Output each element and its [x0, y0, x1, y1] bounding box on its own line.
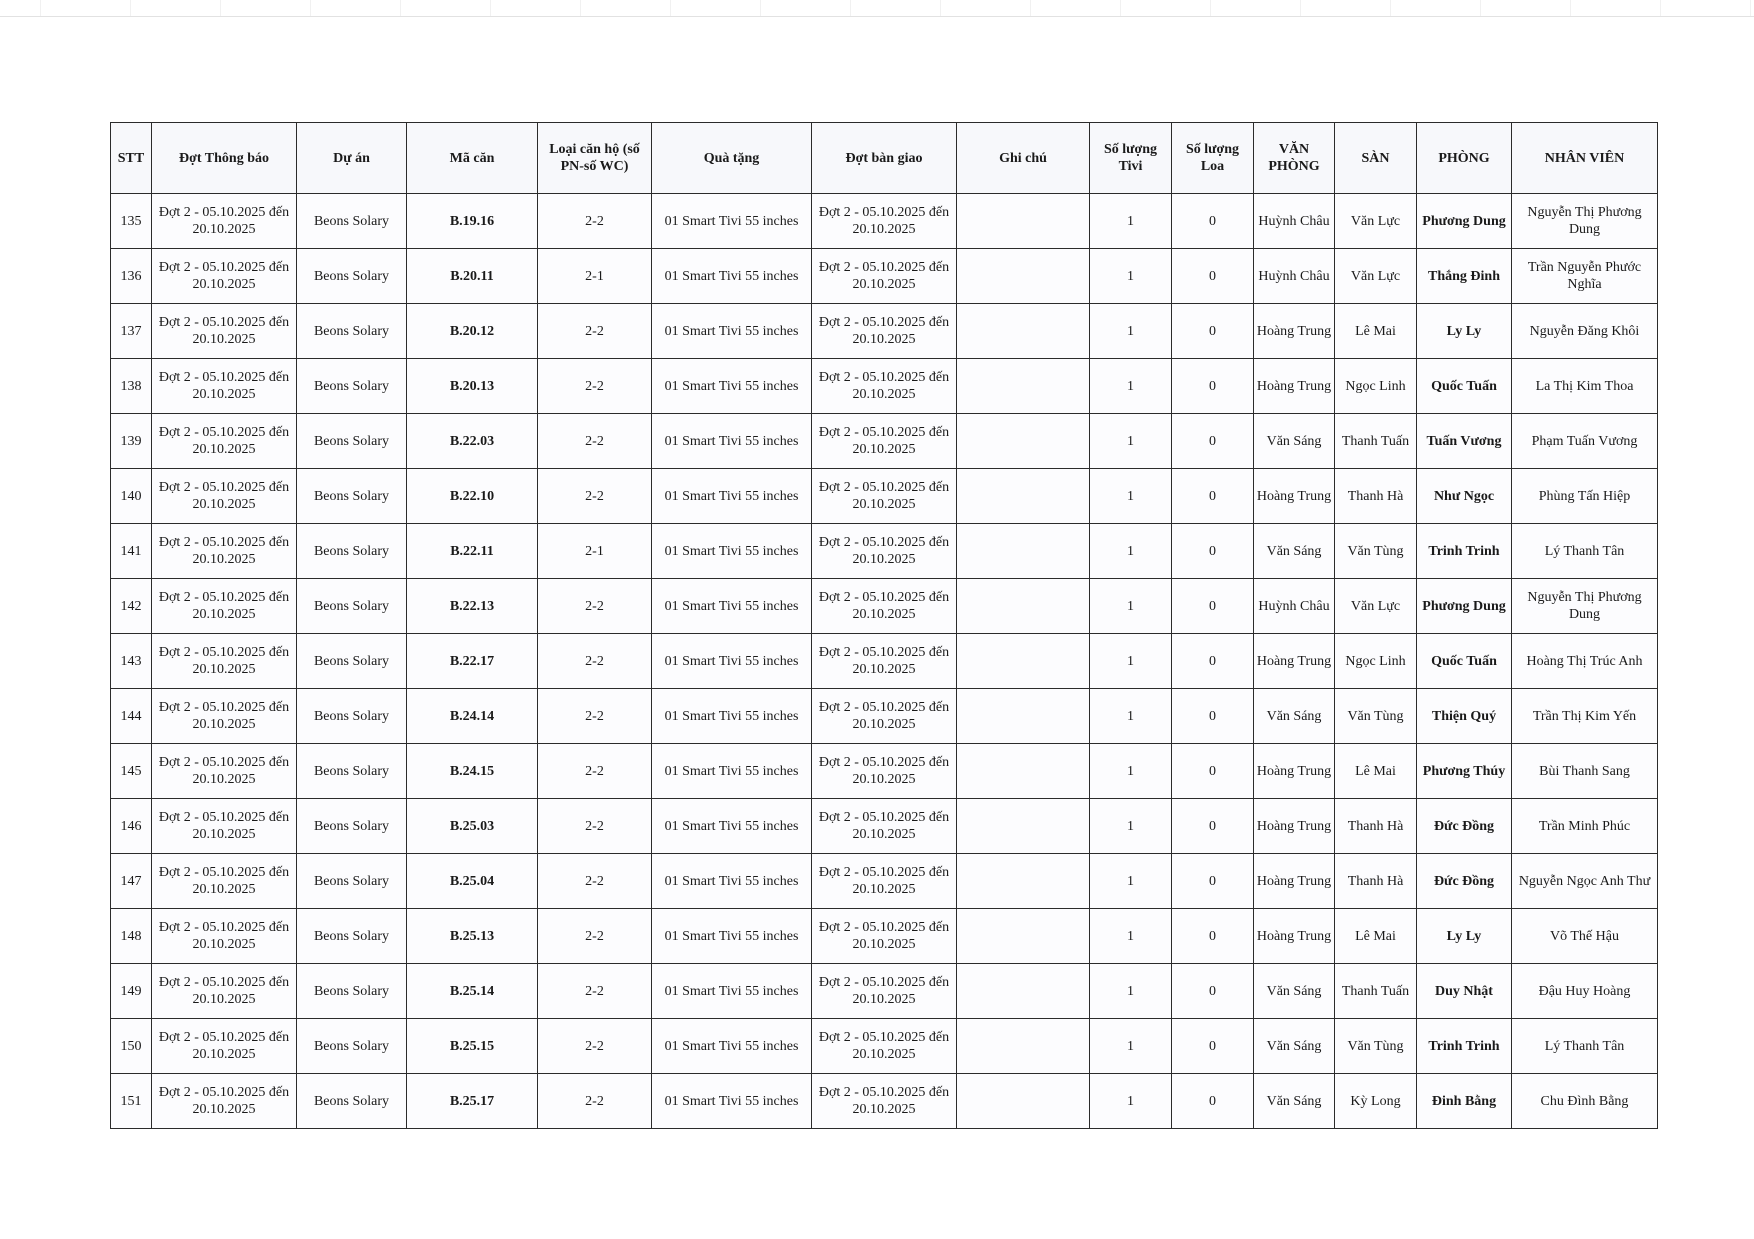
cell-so-luong-loa: 0	[1172, 964, 1254, 1019]
cell-phong: Tuấn Vương	[1417, 414, 1512, 469]
cell-san: Văn Tùng	[1335, 689, 1417, 744]
cell-ghi-chu	[957, 689, 1090, 744]
cell-loai-can-ho: 2-2	[538, 469, 652, 524]
header-ma-can: Mã căn	[407, 123, 538, 194]
cell-so-luong-loa: 0	[1172, 909, 1254, 964]
cell-ma-can: B.20.12	[407, 304, 538, 359]
cell-qua-tang: 01 Smart Tivi 55 inches	[652, 1074, 812, 1129]
cell-san: Lê Mai	[1335, 744, 1417, 799]
cell-so-luong-tivi: 1	[1090, 964, 1172, 1019]
cell-qua-tang: 01 Smart Tivi 55 inches	[652, 579, 812, 634]
cell-van-phong: Văn Sáng	[1254, 1019, 1335, 1074]
cell-so-luong-tivi: 1	[1090, 249, 1172, 304]
header-dot-thong-bao: Đợt Thông báo	[152, 123, 297, 194]
cell-so-luong-tivi: 1	[1090, 689, 1172, 744]
cell-stt: 149	[111, 964, 152, 1019]
cell-so-luong-tivi: 1	[1090, 524, 1172, 579]
cell-du-an: Beons Solary	[297, 689, 407, 744]
cell-van-phong: Hoàng Trung	[1254, 634, 1335, 689]
cell-phong: Đức Đồng	[1417, 799, 1512, 854]
cell-du-an: Beons Solary	[297, 1019, 407, 1074]
cell-so-luong-tivi: 1	[1090, 909, 1172, 964]
cell-loai-can-ho: 2-1	[538, 249, 652, 304]
cell-ghi-chu	[957, 964, 1090, 1019]
cell-ghi-chu	[957, 799, 1090, 854]
cell-so-luong-loa: 0	[1172, 249, 1254, 304]
cell-nhan-vien: Nguyễn Ngọc Anh Thư	[1512, 854, 1658, 909]
cell-dot-ban-giao: Đợt 2 - 05.10.2025 đến 20.10.2025	[812, 689, 957, 744]
cell-so-luong-loa: 0	[1172, 524, 1254, 579]
table-row	[111, 579, 1658, 634]
cell-so-luong-loa: 0	[1172, 799, 1254, 854]
cell-dot-thong-bao: Đợt 2 - 05.10.2025 đến 20.10.2025	[152, 854, 297, 909]
cell-loai-can-ho: 2-2	[538, 634, 652, 689]
cell-phong: Đinh Bằng	[1417, 1074, 1512, 1129]
header-stt: STT	[111, 123, 152, 194]
cell-nhan-vien: Nguyễn Thị Phương Dung	[1512, 579, 1658, 634]
cell-van-phong: Văn Sáng	[1254, 964, 1335, 1019]
table-row	[111, 249, 1658, 304]
cell-dot-thong-bao: Đợt 2 - 05.10.2025 đến 20.10.2025	[152, 634, 297, 689]
cell-qua-tang: 01 Smart Tivi 55 inches	[652, 194, 812, 249]
cell-dot-thong-bao: Đợt 2 - 05.10.2025 đến 20.10.2025	[152, 1019, 297, 1074]
cell-van-phong: Huỳnh Châu	[1254, 194, 1335, 249]
cell-stt: 147	[111, 854, 152, 909]
cell-ma-can: B.24.15	[407, 744, 538, 799]
cell-qua-tang: 01 Smart Tivi 55 inches	[652, 1019, 812, 1074]
cell-so-luong-loa: 0	[1172, 579, 1254, 634]
cell-dot-ban-giao: Đợt 2 - 05.10.2025 đến 20.10.2025	[812, 579, 957, 634]
cell-dot-thong-bao: Đợt 2 - 05.10.2025 đến 20.10.2025	[152, 524, 297, 579]
cell-san: Lê Mai	[1335, 909, 1417, 964]
cell-dot-ban-giao: Đợt 2 - 05.10.2025 đến 20.10.2025	[812, 249, 957, 304]
table-body	[111, 194, 1658, 1129]
cell-san: Văn Tùng	[1335, 1019, 1417, 1074]
cell-dot-ban-giao: Đợt 2 - 05.10.2025 đến 20.10.2025	[812, 414, 957, 469]
cell-dot-thong-bao: Đợt 2 - 05.10.2025 đến 20.10.2025	[152, 414, 297, 469]
cell-dot-thong-bao: Đợt 2 - 05.10.2025 đến 20.10.2025	[152, 689, 297, 744]
cell-stt: 139	[111, 414, 152, 469]
cell-qua-tang: 01 Smart Tivi 55 inches	[652, 359, 812, 414]
cell-phong: Ly Ly	[1417, 304, 1512, 359]
cell-phong: Ly Ly	[1417, 909, 1512, 964]
cell-nhan-vien: Nguyễn Thị Phương Dung	[1512, 194, 1658, 249]
cell-nhan-vien: Phạm Tuấn Vương	[1512, 414, 1658, 469]
table-row	[111, 909, 1658, 964]
cell-van-phong: Hoàng Trung	[1254, 469, 1335, 524]
handover-gift-table	[110, 122, 1658, 1129]
cell-san: Văn Lực	[1335, 249, 1417, 304]
cell-ma-can: B.20.13	[407, 359, 538, 414]
table-row	[111, 194, 1658, 249]
cell-ma-can: B.25.13	[407, 909, 538, 964]
header-so-luong-tivi: Số lượng Tivi	[1090, 123, 1172, 194]
table-row	[111, 1074, 1658, 1129]
cell-dot-thong-bao: Đợt 2 - 05.10.2025 đến 20.10.2025	[152, 304, 297, 359]
cell-ghi-chu	[957, 249, 1090, 304]
table-row	[111, 359, 1658, 414]
cell-phong: Thắng Đinh	[1417, 249, 1512, 304]
cell-dot-thong-bao: Đợt 2 - 05.10.2025 đến 20.10.2025	[152, 579, 297, 634]
cell-ma-can: B.22.11	[407, 524, 538, 579]
cell-stt: 135	[111, 194, 152, 249]
cell-qua-tang: 01 Smart Tivi 55 inches	[652, 909, 812, 964]
cell-stt: 148	[111, 909, 152, 964]
cell-ma-can: B.25.04	[407, 854, 538, 909]
cell-ma-can: B.25.17	[407, 1074, 538, 1129]
cell-stt: 141	[111, 524, 152, 579]
cell-phong: Trinh Trinh	[1417, 524, 1512, 579]
cell-san: Thanh Hà	[1335, 469, 1417, 524]
cell-dot-ban-giao: Đợt 2 - 05.10.2025 đến 20.10.2025	[812, 634, 957, 689]
cell-so-luong-tivi: 1	[1090, 414, 1172, 469]
table-row	[111, 689, 1658, 744]
cell-van-phong: Hoàng Trung	[1254, 909, 1335, 964]
cell-so-luong-tivi: 1	[1090, 799, 1172, 854]
cell-ghi-chu	[957, 854, 1090, 909]
cell-dot-thong-bao: Đợt 2 - 05.10.2025 đến 20.10.2025	[152, 744, 297, 799]
cell-du-an: Beons Solary	[297, 1074, 407, 1129]
cell-ma-can: B.22.13	[407, 579, 538, 634]
cell-qua-tang: 01 Smart Tivi 55 inches	[652, 304, 812, 359]
cell-dot-ban-giao: Đợt 2 - 05.10.2025 đến 20.10.2025	[812, 304, 957, 359]
cell-phong: Phương Dung	[1417, 579, 1512, 634]
cell-dot-thong-bao: Đợt 2 - 05.10.2025 đến 20.10.2025	[152, 964, 297, 1019]
cell-so-luong-loa: 0	[1172, 634, 1254, 689]
cell-qua-tang: 01 Smart Tivi 55 inches	[652, 799, 812, 854]
cell-san: Ngọc Linh	[1335, 634, 1417, 689]
cell-phong: Duy Nhật	[1417, 964, 1512, 1019]
cell-san: Thanh Tuấn	[1335, 414, 1417, 469]
cell-qua-tang: 01 Smart Tivi 55 inches	[652, 634, 812, 689]
cell-san: Ngọc Linh	[1335, 359, 1417, 414]
cell-san: Thanh Hà	[1335, 854, 1417, 909]
cell-du-an: Beons Solary	[297, 964, 407, 1019]
cell-nhan-vien: Bùi Thanh Sang	[1512, 744, 1658, 799]
cell-stt: 151	[111, 1074, 152, 1129]
cell-san: Văn Lực	[1335, 194, 1417, 249]
cell-du-an: Beons Solary	[297, 414, 407, 469]
cell-so-luong-loa: 0	[1172, 744, 1254, 799]
cell-du-an: Beons Solary	[297, 194, 407, 249]
table-row	[111, 964, 1658, 1019]
cell-qua-tang: 01 Smart Tivi 55 inches	[652, 854, 812, 909]
cell-nhan-vien: Lý Thanh Tân	[1512, 524, 1658, 579]
cell-qua-tang: 01 Smart Tivi 55 inches	[652, 964, 812, 1019]
cell-ma-can: B.20.11	[407, 249, 538, 304]
cell-ghi-chu	[957, 1019, 1090, 1074]
cell-van-phong: Văn Sáng	[1254, 1074, 1335, 1129]
table-row	[111, 414, 1658, 469]
cell-so-luong-tivi: 1	[1090, 469, 1172, 524]
cell-dot-ban-giao: Đợt 2 - 05.10.2025 đến 20.10.2025	[812, 799, 957, 854]
cell-nhan-vien: Lý Thanh Tân	[1512, 1019, 1658, 1074]
cell-van-phong: Văn Sáng	[1254, 524, 1335, 579]
cell-phong: Quốc Tuấn	[1417, 634, 1512, 689]
cell-so-luong-tivi: 1	[1090, 359, 1172, 414]
cell-ghi-chu	[957, 304, 1090, 359]
header-row	[111, 123, 1658, 194]
cell-dot-ban-giao: Đợt 2 - 05.10.2025 đến 20.10.2025	[812, 469, 957, 524]
scan-edge	[0, 0, 1754, 17]
table-row	[111, 744, 1658, 799]
cell-qua-tang: 01 Smart Tivi 55 inches	[652, 744, 812, 799]
cell-so-luong-loa: 0	[1172, 194, 1254, 249]
cell-ghi-chu	[957, 194, 1090, 249]
cell-dot-ban-giao: Đợt 2 - 05.10.2025 đến 20.10.2025	[812, 744, 957, 799]
cell-stt: 137	[111, 304, 152, 359]
cell-van-phong: Hoàng Trung	[1254, 359, 1335, 414]
cell-dot-thong-bao: Đợt 2 - 05.10.2025 đến 20.10.2025	[152, 359, 297, 414]
cell-nhan-vien: La Thị Kim Thoa	[1512, 359, 1658, 414]
cell-phong: Đức Đồng	[1417, 854, 1512, 909]
cell-dot-ban-giao: Đợt 2 - 05.10.2025 đến 20.10.2025	[812, 854, 957, 909]
cell-stt: 145	[111, 744, 152, 799]
cell-dot-thong-bao: Đợt 2 - 05.10.2025 đến 20.10.2025	[152, 194, 297, 249]
cell-ghi-chu	[957, 579, 1090, 634]
cell-dot-thong-bao: Đợt 2 - 05.10.2025 đến 20.10.2025	[152, 909, 297, 964]
cell-so-luong-tivi: 1	[1090, 194, 1172, 249]
cell-ma-can: B.24.14	[407, 689, 538, 744]
cell-ghi-chu	[957, 359, 1090, 414]
cell-san: Văn Lực	[1335, 579, 1417, 634]
cell-van-phong: Hoàng Trung	[1254, 799, 1335, 854]
cell-ma-can: B.25.15	[407, 1019, 538, 1074]
table-row	[111, 854, 1658, 909]
cell-nhan-vien: Phùng Tấn Hiệp	[1512, 469, 1658, 524]
cell-loai-can-ho: 2-1	[538, 524, 652, 579]
header-dot-ban-giao: Đợt bàn giao	[812, 123, 957, 194]
header-ghi-chu: Ghi chú	[957, 123, 1090, 194]
cell-nhan-vien: Hoàng Thị Trúc Anh	[1512, 634, 1658, 689]
cell-so-luong-loa: 0	[1172, 469, 1254, 524]
header-qua-tang: Quà tặng	[652, 123, 812, 194]
cell-dot-ban-giao: Đợt 2 - 05.10.2025 đến 20.10.2025	[812, 909, 957, 964]
cell-phong: Quốc Tuấn	[1417, 359, 1512, 414]
cell-ma-can: B.22.17	[407, 634, 538, 689]
cell-san: Thanh Hà	[1335, 799, 1417, 854]
cell-van-phong: Văn Sáng	[1254, 689, 1335, 744]
cell-du-an: Beons Solary	[297, 359, 407, 414]
cell-so-luong-loa: 0	[1172, 689, 1254, 744]
cell-dot-ban-giao: Đợt 2 - 05.10.2025 đến 20.10.2025	[812, 524, 957, 579]
cell-du-an: Beons Solary	[297, 799, 407, 854]
cell-so-luong-loa: 0	[1172, 304, 1254, 359]
cell-qua-tang: 01 Smart Tivi 55 inches	[652, 469, 812, 524]
header-phong: PHÒNG	[1417, 123, 1512, 194]
cell-nhan-vien: Trần Minh Phúc	[1512, 799, 1658, 854]
cell-loai-can-ho: 2-2	[538, 1019, 652, 1074]
cell-van-phong: Hoàng Trung	[1254, 854, 1335, 909]
cell-stt: 150	[111, 1019, 152, 1074]
cell-dot-ban-giao: Đợt 2 - 05.10.2025 đến 20.10.2025	[812, 964, 957, 1019]
cell-ma-can: B.25.14	[407, 964, 538, 1019]
cell-so-luong-loa: 0	[1172, 854, 1254, 909]
cell-dot-ban-giao: Đợt 2 - 05.10.2025 đến 20.10.2025	[812, 1074, 957, 1129]
cell-so-luong-tivi: 1	[1090, 634, 1172, 689]
table-row	[111, 524, 1658, 579]
cell-qua-tang: 01 Smart Tivi 55 inches	[652, 524, 812, 579]
table-row	[111, 1019, 1658, 1074]
cell-so-luong-loa: 0	[1172, 359, 1254, 414]
cell-ghi-chu	[957, 524, 1090, 579]
header-nhan-vien: NHÂN VIÊN	[1512, 123, 1658, 194]
cell-qua-tang: 01 Smart Tivi 55 inches	[652, 414, 812, 469]
cell-van-phong: Hoàng Trung	[1254, 304, 1335, 359]
cell-so-luong-loa: 0	[1172, 1074, 1254, 1129]
cell-van-phong: Huỳnh Châu	[1254, 579, 1335, 634]
cell-loai-can-ho: 2-2	[538, 744, 652, 799]
cell-du-an: Beons Solary	[297, 634, 407, 689]
cell-van-phong: Hoàng Trung	[1254, 744, 1335, 799]
cell-stt: 142	[111, 579, 152, 634]
header-so-luong-loa: Số lượng Loa	[1172, 123, 1254, 194]
cell-dot-thong-bao: Đợt 2 - 05.10.2025 đến 20.10.2025	[152, 1074, 297, 1129]
cell-phong: Phương Thúy	[1417, 744, 1512, 799]
cell-ghi-chu	[957, 414, 1090, 469]
cell-loai-can-ho: 2-2	[538, 1074, 652, 1129]
cell-ghi-chu	[957, 909, 1090, 964]
cell-van-phong: Huỳnh Châu	[1254, 249, 1335, 304]
table-row	[111, 634, 1658, 689]
cell-so-luong-tivi: 1	[1090, 744, 1172, 799]
cell-loai-can-ho: 2-2	[538, 854, 652, 909]
cell-du-an: Beons Solary	[297, 909, 407, 964]
cell-qua-tang: 01 Smart Tivi 55 inches	[652, 249, 812, 304]
cell-loai-can-ho: 2-2	[538, 304, 652, 359]
cell-nhan-vien: Chu Đình Bằng	[1512, 1074, 1658, 1129]
cell-nhan-vien: Đậu Huy Hoàng	[1512, 964, 1658, 1019]
cell-phong: Phương Dung	[1417, 194, 1512, 249]
cell-loai-can-ho: 2-2	[538, 909, 652, 964]
table-row	[111, 799, 1658, 854]
cell-nhan-vien: Trần Nguyễn Phước Nghĩa	[1512, 249, 1658, 304]
cell-ma-can: B.22.10	[407, 469, 538, 524]
cell-ma-can: B.25.03	[407, 799, 538, 854]
cell-qua-tang: 01 Smart Tivi 55 inches	[652, 689, 812, 744]
table-row	[111, 304, 1658, 359]
cell-du-an: Beons Solary	[297, 304, 407, 359]
cell-van-phong: Văn Sáng	[1254, 414, 1335, 469]
cell-dot-thong-bao: Đợt 2 - 05.10.2025 đến 20.10.2025	[152, 249, 297, 304]
cell-dot-ban-giao: Đợt 2 - 05.10.2025 đến 20.10.2025	[812, 359, 957, 414]
cell-ghi-chu	[957, 1074, 1090, 1129]
header-van-phong: VĂN PHÒNG	[1254, 123, 1335, 194]
cell-phong: Thiện Quý	[1417, 689, 1512, 744]
cell-loai-can-ho: 2-2	[538, 579, 652, 634]
cell-so-luong-tivi: 1	[1090, 304, 1172, 359]
cell-stt: 138	[111, 359, 152, 414]
header-du-an: Dự án	[297, 123, 407, 194]
cell-nhan-vien: Trần Thị Kim Yến	[1512, 689, 1658, 744]
cell-du-an: Beons Solary	[297, 744, 407, 799]
cell-du-an: Beons Solary	[297, 524, 407, 579]
cell-du-an: Beons Solary	[297, 249, 407, 304]
cell-loai-can-ho: 2-2	[538, 359, 652, 414]
cell-ghi-chu	[957, 744, 1090, 799]
cell-so-luong-loa: 0	[1172, 1019, 1254, 1074]
cell-ma-can: B.19.16	[407, 194, 538, 249]
cell-stt: 136	[111, 249, 152, 304]
cell-ma-can: B.22.03	[407, 414, 538, 469]
cell-stt: 143	[111, 634, 152, 689]
cell-du-an: Beons Solary	[297, 579, 407, 634]
cell-so-luong-loa: 0	[1172, 414, 1254, 469]
cell-ghi-chu	[957, 634, 1090, 689]
table-row	[111, 469, 1658, 524]
cell-phong: Như Ngọc	[1417, 469, 1512, 524]
cell-loai-can-ho: 2-2	[538, 689, 652, 744]
cell-dot-ban-giao: Đợt 2 - 05.10.2025 đến 20.10.2025	[812, 194, 957, 249]
cell-loai-can-ho: 2-2	[538, 414, 652, 469]
cell-stt: 146	[111, 799, 152, 854]
cell-loai-can-ho: 2-2	[538, 799, 652, 854]
cell-phong: Trinh Trinh	[1417, 1019, 1512, 1074]
cell-du-an: Beons Solary	[297, 469, 407, 524]
cell-stt: 140	[111, 469, 152, 524]
cell-dot-thong-bao: Đợt 2 - 05.10.2025 đến 20.10.2025	[152, 799, 297, 854]
cell-ghi-chu	[957, 469, 1090, 524]
cell-san: Văn Tùng	[1335, 524, 1417, 579]
cell-san: Kỳ Long	[1335, 1074, 1417, 1129]
cell-stt: 144	[111, 689, 152, 744]
cell-dot-thong-bao: Đợt 2 - 05.10.2025 đến 20.10.2025	[152, 469, 297, 524]
header-san: SÀN	[1335, 123, 1417, 194]
cell-san: Lê Mai	[1335, 304, 1417, 359]
cell-so-luong-tivi: 1	[1090, 854, 1172, 909]
cell-so-luong-tivi: 1	[1090, 1019, 1172, 1074]
cell-nhan-vien: Võ Thế Hậu	[1512, 909, 1658, 964]
cell-so-luong-tivi: 1	[1090, 1074, 1172, 1129]
cell-dot-ban-giao: Đợt 2 - 05.10.2025 đến 20.10.2025	[812, 1019, 957, 1074]
cell-san: Thanh Tuấn	[1335, 964, 1417, 1019]
cell-du-an: Beons Solary	[297, 854, 407, 909]
header-loai-can-ho: Loại căn hộ (số PN-số WC)	[538, 123, 652, 194]
cell-loai-can-ho: 2-2	[538, 964, 652, 1019]
cell-nhan-vien: Nguyễn Đăng Khôi	[1512, 304, 1658, 359]
cell-loai-can-ho: 2-2	[538, 194, 652, 249]
cell-so-luong-tivi: 1	[1090, 579, 1172, 634]
